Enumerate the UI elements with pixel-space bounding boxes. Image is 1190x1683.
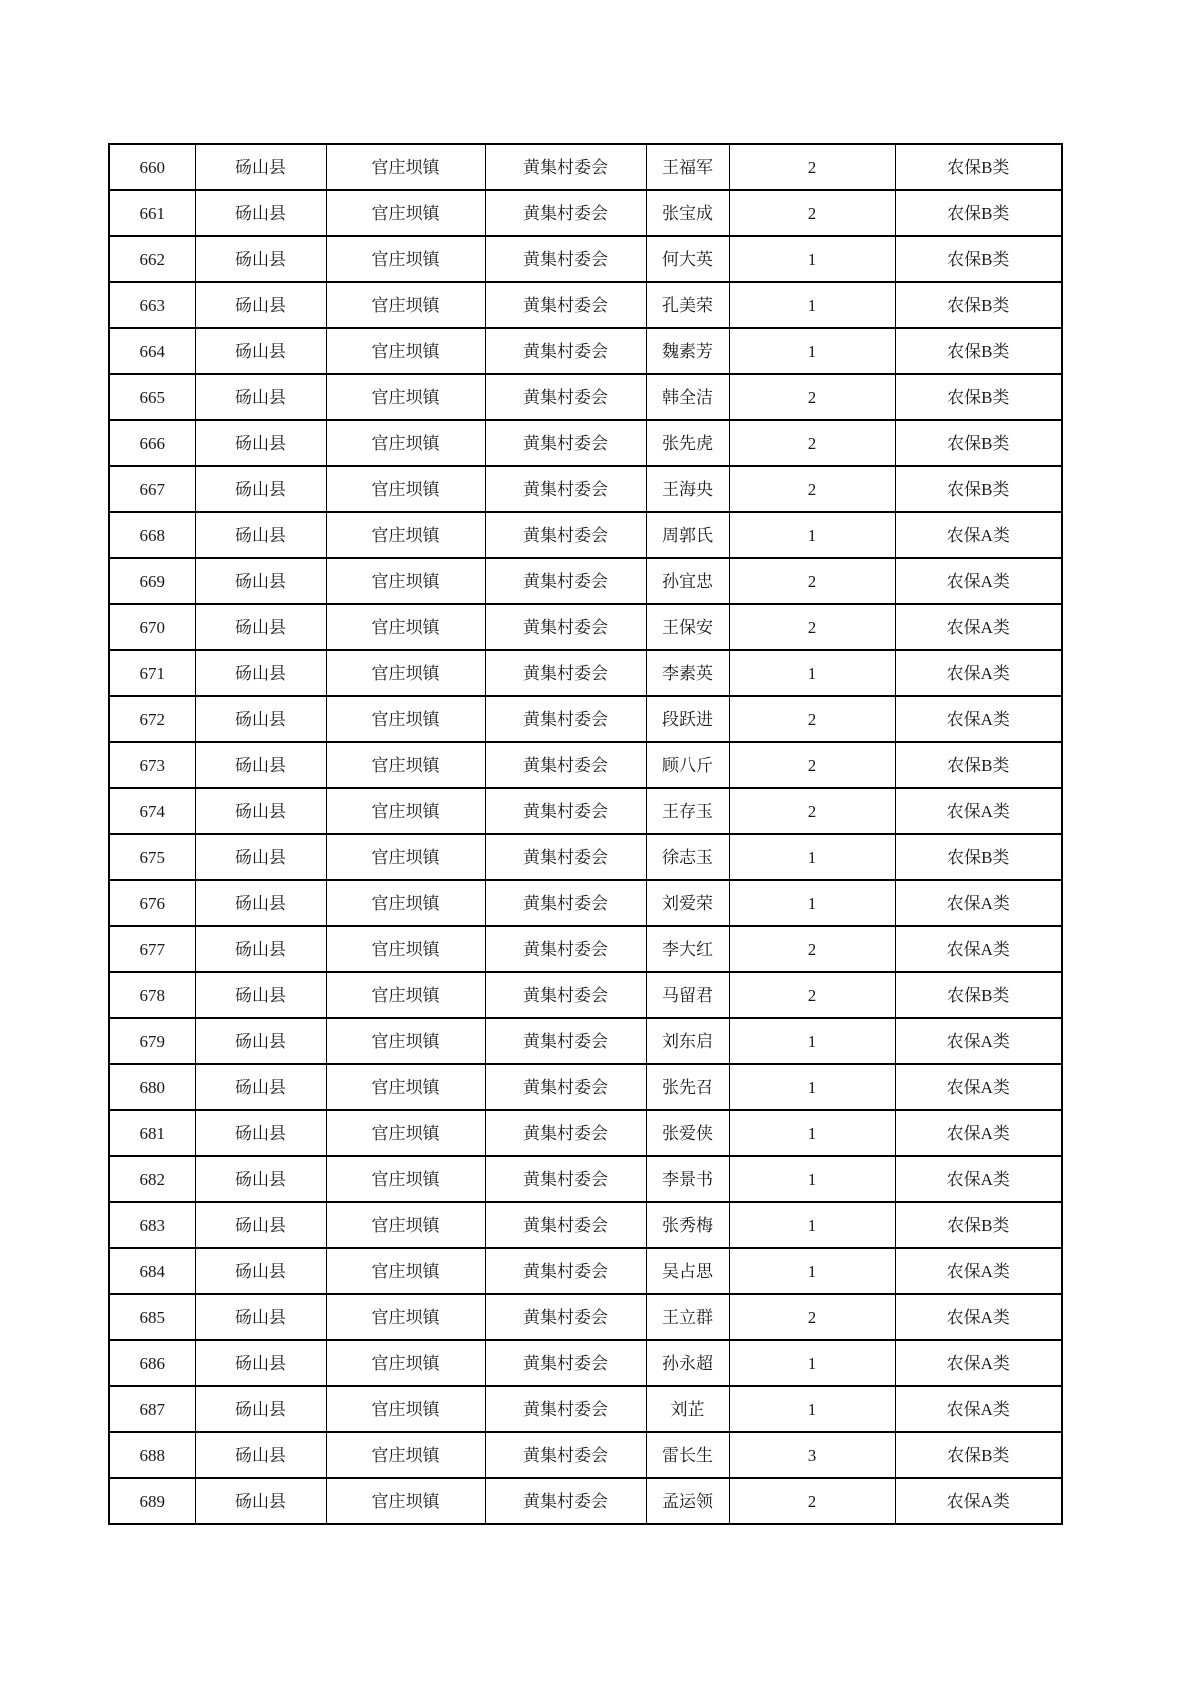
cell-village: 黄集村委会 [485,834,646,880]
cell-village: 黄集村委会 [485,926,646,972]
table-row [109,420,1062,466]
table-row [109,1110,1062,1156]
cell-name: 王保安 [646,604,729,650]
cell-serial: 675 [109,834,195,880]
cell-village: 黄集村委会 [485,1202,646,1248]
table-row [109,696,1062,742]
cell-name: 孟运领 [646,1478,729,1524]
table-row [109,742,1062,788]
cell-county: 砀山县 [195,1294,326,1340]
cell-headcount: 2 [729,972,895,1018]
cell-insurance-category: 农保A类 [895,1340,1062,1386]
cell-town: 官庄坝镇 [326,1156,485,1202]
cell-headcount: 1 [729,1248,895,1294]
cell-headcount: 1 [729,512,895,558]
cell-name: 刘爱荣 [646,880,729,926]
cell-headcount: 1 [729,834,895,880]
cell-insurance-category: 农保A类 [895,696,1062,742]
cell-county: 砀山县 [195,190,326,236]
cell-county: 砀山县 [195,1340,326,1386]
cell-name: 王存玉 [646,788,729,834]
cell-headcount: 1 [729,1156,895,1202]
cell-headcount: 2 [729,558,895,604]
cell-headcount: 1 [729,1202,895,1248]
cell-insurance-category: 农保A类 [895,650,1062,696]
cell-village: 黄集村委会 [485,604,646,650]
cell-headcount: 2 [729,374,895,420]
cell-town: 官庄坝镇 [326,604,485,650]
cell-town: 官庄坝镇 [326,374,485,420]
cell-town: 官庄坝镇 [326,1386,485,1432]
table-row [109,1294,1062,1340]
cell-insurance-category: 农保A类 [895,1156,1062,1202]
cell-town: 官庄坝镇 [326,1018,485,1064]
cell-name: 张爱侠 [646,1110,729,1156]
cell-town: 官庄坝镇 [326,788,485,834]
cell-county: 砀山县 [195,926,326,972]
cell-insurance-category: 农保B类 [895,420,1062,466]
cell-insurance-category: 农保A类 [895,880,1062,926]
cell-headcount: 2 [729,696,895,742]
cell-town: 官庄坝镇 [326,1248,485,1294]
cell-county: 砀山县 [195,1018,326,1064]
cell-insurance-category: 农保B类 [895,236,1062,282]
cell-name: 李素英 [646,650,729,696]
cell-county: 砀山县 [195,1432,326,1478]
cell-village: 黄集村委会 [485,558,646,604]
cell-serial: 661 [109,190,195,236]
cell-name: 韩全洁 [646,374,729,420]
cell-village: 黄集村委会 [485,1386,646,1432]
cell-county: 砀山县 [195,1248,326,1294]
cell-serial: 666 [109,420,195,466]
table-row [109,374,1062,420]
cell-village: 黄集村委会 [485,236,646,282]
table-row [109,604,1062,650]
cell-headcount: 1 [729,1386,895,1432]
cell-headcount: 1 [729,1110,895,1156]
table-row [109,1386,1062,1432]
cell-village: 黄集村委会 [485,466,646,512]
table-row [109,1432,1062,1478]
cell-headcount: 2 [729,190,895,236]
cell-insurance-category: 农保A类 [895,604,1062,650]
cell-village: 黄集村委会 [485,1432,646,1478]
table-row [109,788,1062,834]
cell-town: 官庄坝镇 [326,1340,485,1386]
cell-headcount: 2 [729,1294,895,1340]
cell-serial: 678 [109,972,195,1018]
cell-headcount: 2 [729,788,895,834]
cell-name: 李景书 [646,1156,729,1202]
cell-village: 黄集村委会 [485,1110,646,1156]
cell-town: 官庄坝镇 [326,466,485,512]
cell-village: 黄集村委会 [485,742,646,788]
cell-headcount: 3 [729,1432,895,1478]
cell-county: 砀山县 [195,1156,326,1202]
table-row [109,1064,1062,1110]
cell-serial: 670 [109,604,195,650]
cell-name: 何大英 [646,236,729,282]
cell-headcount: 1 [729,1064,895,1110]
cell-village: 黄集村委会 [485,374,646,420]
cell-serial: 669 [109,558,195,604]
cell-insurance-category: 农保A类 [895,1248,1062,1294]
cell-name: 张秀梅 [646,1202,729,1248]
cell-serial: 667 [109,466,195,512]
cell-village: 黄集村委会 [485,190,646,236]
cell-name: 王福军 [646,144,729,190]
cell-insurance-category: 农保B类 [895,144,1062,190]
cell-town: 官庄坝镇 [326,328,485,374]
cell-town: 官庄坝镇 [326,880,485,926]
cell-town: 官庄坝镇 [326,1294,485,1340]
cell-name: 孔美荣 [646,282,729,328]
cell-serial: 665 [109,374,195,420]
cell-insurance-category: 农保A类 [895,1294,1062,1340]
cell-town: 官庄坝镇 [326,558,485,604]
beneficiary-roster-table [108,143,1063,1525]
cell-village: 黄集村委会 [485,512,646,558]
cell-serial: 681 [109,1110,195,1156]
cell-county: 砀山县 [195,466,326,512]
cell-county: 砀山县 [195,1386,326,1432]
cell-county: 砀山县 [195,1064,326,1110]
cell-serial: 660 [109,144,195,190]
table-row [109,926,1062,972]
cell-headcount: 1 [729,1018,895,1064]
table-row [109,558,1062,604]
cell-insurance-category: 农保A类 [895,1110,1062,1156]
cell-village: 黄集村委会 [485,1064,646,1110]
cell-county: 砀山县 [195,558,326,604]
cell-town: 官庄坝镇 [326,696,485,742]
cell-insurance-category: 农保A类 [895,1386,1062,1432]
cell-headcount: 1 [729,236,895,282]
cell-county: 砀山县 [195,650,326,696]
cell-county: 砀山县 [195,1478,326,1524]
cell-village: 黄集村委会 [485,880,646,926]
cell-county: 砀山县 [195,788,326,834]
table-row [109,880,1062,926]
cell-village: 黄集村委会 [485,282,646,328]
cell-serial: 680 [109,1064,195,1110]
cell-village: 黄集村委会 [485,1156,646,1202]
cell-village: 黄集村委会 [485,972,646,1018]
cell-town: 官庄坝镇 [326,512,485,558]
cell-town: 官庄坝镇 [326,834,485,880]
cell-insurance-category: 农保B类 [895,1202,1062,1248]
cell-serial: 688 [109,1432,195,1478]
cell-serial: 674 [109,788,195,834]
table-row [109,236,1062,282]
table-row [109,1478,1062,1524]
cell-county: 砀山县 [195,420,326,466]
cell-town: 官庄坝镇 [326,420,485,466]
cell-serial: 682 [109,1156,195,1202]
cell-name: 刘芷 [646,1386,729,1432]
cell-village: 黄集村委会 [485,144,646,190]
cell-insurance-category: 农保B类 [895,1432,1062,1478]
cell-name: 马留君 [646,972,729,1018]
cell-name: 顾八斤 [646,742,729,788]
cell-town: 官庄坝镇 [326,742,485,788]
cell-town: 官庄坝镇 [326,282,485,328]
cell-serial: 689 [109,1478,195,1524]
cell-village: 黄集村委会 [485,1018,646,1064]
cell-insurance-category: 农保A类 [895,558,1062,604]
cell-name: 张宝成 [646,190,729,236]
cell-town: 官庄坝镇 [326,1432,485,1478]
cell-insurance-category: 农保B类 [895,466,1062,512]
cell-headcount: 2 [729,604,895,650]
cell-name: 孙宜忠 [646,558,729,604]
cell-town: 官庄坝镇 [326,926,485,972]
cell-serial: 686 [109,1340,195,1386]
cell-serial: 676 [109,880,195,926]
cell-name: 吴占思 [646,1248,729,1294]
cell-town: 官庄坝镇 [326,972,485,1018]
cell-insurance-category: 农保A类 [895,512,1062,558]
cell-serial: 677 [109,926,195,972]
cell-name: 李大红 [646,926,729,972]
cell-serial: 663 [109,282,195,328]
cell-serial: 671 [109,650,195,696]
cell-insurance-category: 农保B类 [895,374,1062,420]
cell-county: 砀山县 [195,282,326,328]
cell-serial: 672 [109,696,195,742]
cell-village: 黄集村委会 [485,1294,646,1340]
cell-village: 黄集村委会 [485,420,646,466]
cell-serial: 668 [109,512,195,558]
cell-name: 孙永超 [646,1340,729,1386]
cell-headcount: 1 [729,282,895,328]
cell-serial: 684 [109,1248,195,1294]
cell-name: 徐志玉 [646,834,729,880]
cell-county: 砀山县 [195,236,326,282]
cell-insurance-category: 农保A类 [895,1478,1062,1524]
table-row [109,328,1062,374]
cell-village: 黄集村委会 [485,788,646,834]
cell-headcount: 1 [729,880,895,926]
cell-town: 官庄坝镇 [326,144,485,190]
table-row [109,1202,1062,1248]
cell-county: 砀山县 [195,696,326,742]
cell-insurance-category: 农保B类 [895,972,1062,1018]
cell-name: 刘东启 [646,1018,729,1064]
cell-insurance-category: 农保B类 [895,190,1062,236]
cell-town: 官庄坝镇 [326,190,485,236]
cell-insurance-category: 农保B类 [895,834,1062,880]
cell-village: 黄集村委会 [485,1248,646,1294]
cell-headcount: 2 [729,144,895,190]
table-row [109,466,1062,512]
table-row [109,144,1062,190]
cell-county: 砀山县 [195,834,326,880]
cell-headcount: 2 [729,466,895,512]
cell-village: 黄集村委会 [485,1478,646,1524]
cell-county: 砀山县 [195,144,326,190]
cell-headcount: 2 [729,926,895,972]
cell-serial: 683 [109,1202,195,1248]
cell-name: 周郭氏 [646,512,729,558]
cell-headcount: 2 [729,420,895,466]
cell-insurance-category: 农保A类 [895,1064,1062,1110]
cell-county: 砀山县 [195,512,326,558]
cell-county: 砀山县 [195,972,326,1018]
cell-village: 黄集村委会 [485,696,646,742]
cell-town: 官庄坝镇 [326,1064,485,1110]
cell-headcount: 1 [729,650,895,696]
cell-county: 砀山县 [195,1110,326,1156]
cell-town: 官庄坝镇 [326,236,485,282]
cell-village: 黄集村委会 [485,650,646,696]
table-row [109,1340,1062,1386]
table-row [109,1248,1062,1294]
cell-serial: 662 [109,236,195,282]
cell-insurance-category: 农保A类 [895,1018,1062,1064]
cell-county: 砀山县 [195,880,326,926]
cell-name: 雷长生 [646,1432,729,1478]
cell-name: 王立群 [646,1294,729,1340]
table-row [109,282,1062,328]
cell-insurance-category: 农保B类 [895,742,1062,788]
cell-name: 王海央 [646,466,729,512]
cell-insurance-category: 农保B类 [895,282,1062,328]
cell-headcount: 1 [729,328,895,374]
cell-name: 张先召 [646,1064,729,1110]
cell-insurance-category: 农保A类 [895,926,1062,972]
cell-serial: 664 [109,328,195,374]
table-row [109,834,1062,880]
cell-name: 张先虎 [646,420,729,466]
cell-town: 官庄坝镇 [326,650,485,696]
table-body [109,144,1062,1524]
cell-serial: 673 [109,742,195,788]
cell-headcount: 2 [729,742,895,788]
cell-village: 黄集村委会 [485,1340,646,1386]
table-row [109,1018,1062,1064]
cell-town: 官庄坝镇 [326,1478,485,1524]
cell-serial: 685 [109,1294,195,1340]
table-row [109,1156,1062,1202]
cell-insurance-category: 农保A类 [895,788,1062,834]
table-row [109,650,1062,696]
cell-name: 段跃进 [646,696,729,742]
cell-village: 黄集村委会 [485,328,646,374]
cell-county: 砀山县 [195,604,326,650]
table-row [109,190,1062,236]
cell-county: 砀山县 [195,742,326,788]
cell-serial: 687 [109,1386,195,1432]
cell-county: 砀山县 [195,328,326,374]
cell-serial: 679 [109,1018,195,1064]
cell-county: 砀山县 [195,1202,326,1248]
cell-town: 官庄坝镇 [326,1110,485,1156]
cell-headcount: 2 [729,1478,895,1524]
cell-insurance-category: 农保B类 [895,328,1062,374]
table-row [109,512,1062,558]
cell-town: 官庄坝镇 [326,1202,485,1248]
cell-headcount: 1 [729,1340,895,1386]
table-row [109,972,1062,1018]
cell-county: 砀山县 [195,374,326,420]
cell-name: 魏素芳 [646,328,729,374]
